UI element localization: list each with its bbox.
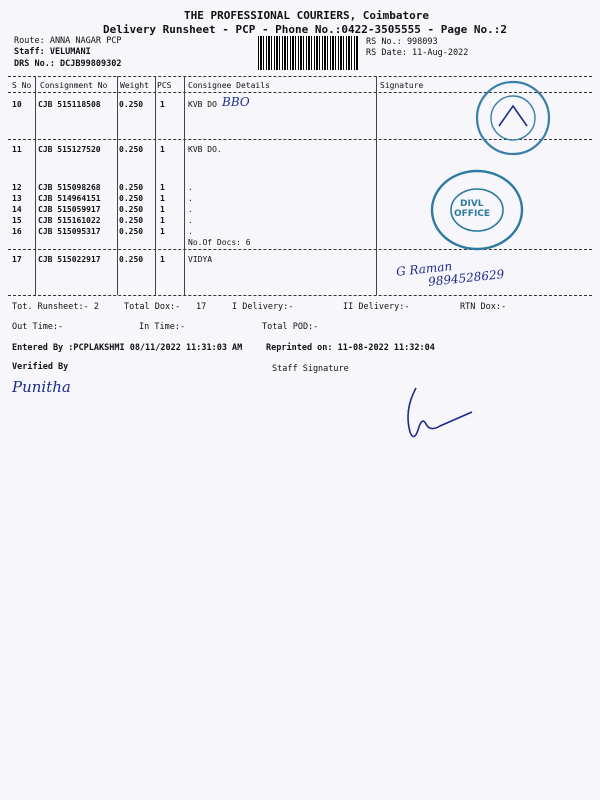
table-bottom-rule: [8, 295, 592, 296]
cell-weight: 0.250: [119, 255, 144, 264]
staff-signature-scrawl: [396, 380, 476, 454]
verified-by-label: Verified By: [12, 362, 69, 372]
stamp-center-line2: OFFICE: [454, 209, 491, 219]
col-header-consignment: Consignment No: [40, 81, 108, 90]
col-header-sno: S No: [12, 81, 32, 90]
cell-pcs: 1: [160, 205, 165, 214]
cell-pcs: 1: [160, 227, 165, 236]
rs-date: RS Date: 11-Aug-2022: [366, 48, 469, 58]
col-header-weight: Weight: [120, 81, 149, 90]
handwritten-note: BBO: [222, 95, 250, 109]
cell-weight: 0.250: [119, 227, 144, 236]
cell-pcs: 1: [160, 255, 165, 264]
cell-sno: 16: [12, 227, 22, 236]
out-time: Out Time:-: [12, 322, 64, 332]
total-dox-label: Total Dox:-: [124, 302, 181, 312]
cell-consignee: KVB DO: [188, 100, 217, 109]
cell-consignment: CJB 515118508: [38, 100, 101, 109]
cell-consignee: .: [188, 216, 193, 225]
stamp-center-line1: DIVL: [460, 199, 484, 209]
cell-weight: 0.250: [119, 145, 144, 154]
cell-consignment: CJB 515059917: [38, 205, 101, 214]
cell-consignment: CJB 515098268: [38, 183, 101, 192]
col-divider: [155, 76, 156, 295]
total-pod: Total POD:-: [262, 322, 319, 332]
runsheet-subtitle: Delivery Runsheet - PCP - Phone No.:0422-3505555 - Page No.:2: [103, 23, 507, 36]
entered-by: Entered By :PCPLAKSHMI 08/11/2022 11:31:03 AM: [12, 343, 243, 353]
cell-consignee: .: [188, 205, 193, 214]
cell-sno: 12: [12, 183, 22, 192]
company-title: THE PROFESSIONAL COURIERS, Coimbatore: [184, 9, 430, 22]
reprinted-on: Reprinted on: 11-08-2022 11:32:04: [266, 343, 435, 353]
cell-pcs: 1: [160, 216, 165, 225]
rtn-dox: RTN Dox:-: [460, 302, 507, 312]
cell-consignment: CJB 515022917: [38, 255, 101, 264]
col-header-signature: Signature: [380, 81, 424, 90]
cell-pcs: 1: [160, 100, 165, 109]
handwritten-receiver-phone: 9894528629: [427, 267, 505, 289]
cell-consignee: KVB DO.: [188, 145, 222, 154]
route-label: Route: ANNA NAGAR PCP: [14, 36, 122, 46]
cell-consignment: CJB 514964151: [38, 194, 101, 203]
cell-weight: 0.250: [119, 194, 144, 203]
barcode: [258, 36, 358, 70]
cell-consignee: .: [188, 194, 193, 203]
table-top-rule: [8, 76, 592, 77]
cell-consignment: CJB 515095317: [38, 227, 101, 236]
cell-sno: 11: [12, 145, 22, 154]
cell-consignee: .: [188, 183, 193, 192]
total-dox-value: 17: [196, 302, 207, 312]
col-divider: [117, 76, 118, 295]
cell-consignment: CJB 515127520: [38, 145, 101, 154]
cell-sno: 14: [12, 205, 22, 214]
tot-runsheet: Tot. Runsheet:- 2: [12, 302, 99, 312]
staff-label: Staff: VELUMANI: [14, 47, 91, 57]
i-delivery: I Delivery:-: [232, 302, 294, 312]
verifier-signature: Punitha: [12, 378, 71, 396]
cell-sno: 17: [12, 255, 22, 264]
cell-consignment: CJB 515161022: [38, 216, 101, 225]
col-header-consignee: Consignee Details: [188, 81, 270, 90]
drs-number: DRS No.: DCJB99809302: [14, 59, 122, 69]
cell-sno: 15: [12, 216, 22, 225]
col-divider: [184, 76, 185, 295]
cell-weight: 0.250: [119, 205, 144, 214]
col-divider: [35, 76, 36, 295]
in-time: In Time:-: [139, 322, 186, 332]
col-divider: [376, 76, 377, 295]
col-header-pcs: PCS: [157, 81, 172, 90]
handwritten-receiver-name: G Raman: [395, 259, 453, 279]
cell-sno: 13: [12, 194, 22, 203]
cell-pcs: 1: [160, 183, 165, 192]
cell-weight: 0.250: [119, 216, 144, 225]
ii-delivery: II Delivery:-: [343, 302, 410, 312]
cell-sno: 10: [12, 100, 22, 109]
cell-pcs: 1: [160, 194, 165, 203]
bank-stamp-small: [473, 78, 553, 158]
cell-weight: 0.250: [119, 100, 144, 109]
no-of-docs: No.Of Docs: 6: [188, 238, 251, 247]
staff-signature-label: Staff Signature: [272, 364, 349, 374]
cell-weight: 0.250: [119, 183, 144, 192]
cell-consignee: .: [188, 227, 193, 236]
cell-consignee: VIDYA: [188, 255, 213, 264]
cell-pcs: 1: [160, 145, 165, 154]
rs-number: RS No.: 998093: [366, 37, 438, 47]
